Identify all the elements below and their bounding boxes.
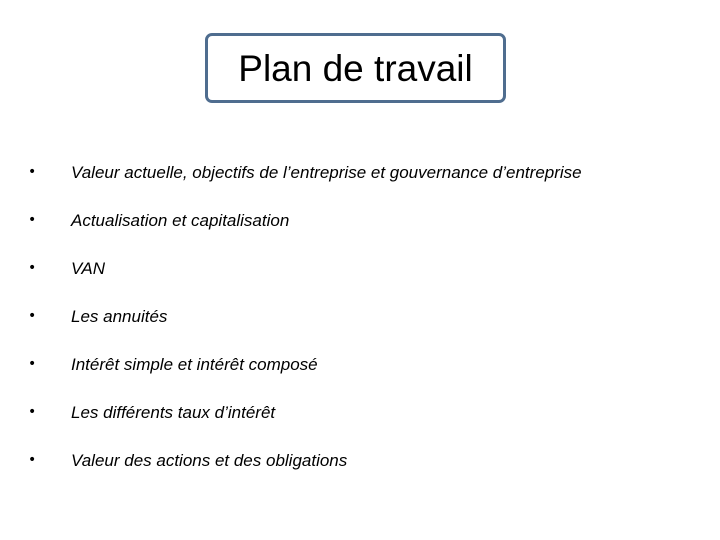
bullet-item — [28, 340, 698, 388]
bullet-icon: • — [28, 452, 37, 468]
bullet-item — [28, 244, 698, 292]
bullet-text: Les annuités — [71, 306, 168, 326]
bullet-icon: • — [28, 260, 37, 276]
bullet-icon: • — [28, 212, 37, 228]
bullet-list — [28, 148, 698, 484]
slide-title: Plan de travail — [238, 47, 473, 89]
bullet-icon: • — [28, 356, 37, 372]
bullet-text: Valeur des actions et des obligations — [71, 450, 348, 470]
bullet-text: Intérêt simple et intérêt composé — [71, 354, 318, 374]
bullet-text: Valeur actuelle, objectifs de l’entreprise et gouvernance d’entreprise — [71, 162, 582, 182]
bullet-item — [28, 292, 698, 340]
bullet-text: Actualisation et capitalisation — [71, 210, 290, 230]
bullet-icon: • — [28, 164, 37, 180]
bullet-icon: • — [28, 404, 37, 420]
bullet-item — [28, 388, 698, 436]
bullet-text: VAN — [71, 258, 106, 278]
bullet-text: Les différents taux d’intérêt — [71, 402, 276, 422]
title-box — [205, 33, 506, 103]
bullet-icon: • — [28, 308, 37, 324]
bullet-item — [28, 148, 698, 196]
bullet-item — [28, 196, 698, 244]
bullet-item — [28, 436, 698, 484]
